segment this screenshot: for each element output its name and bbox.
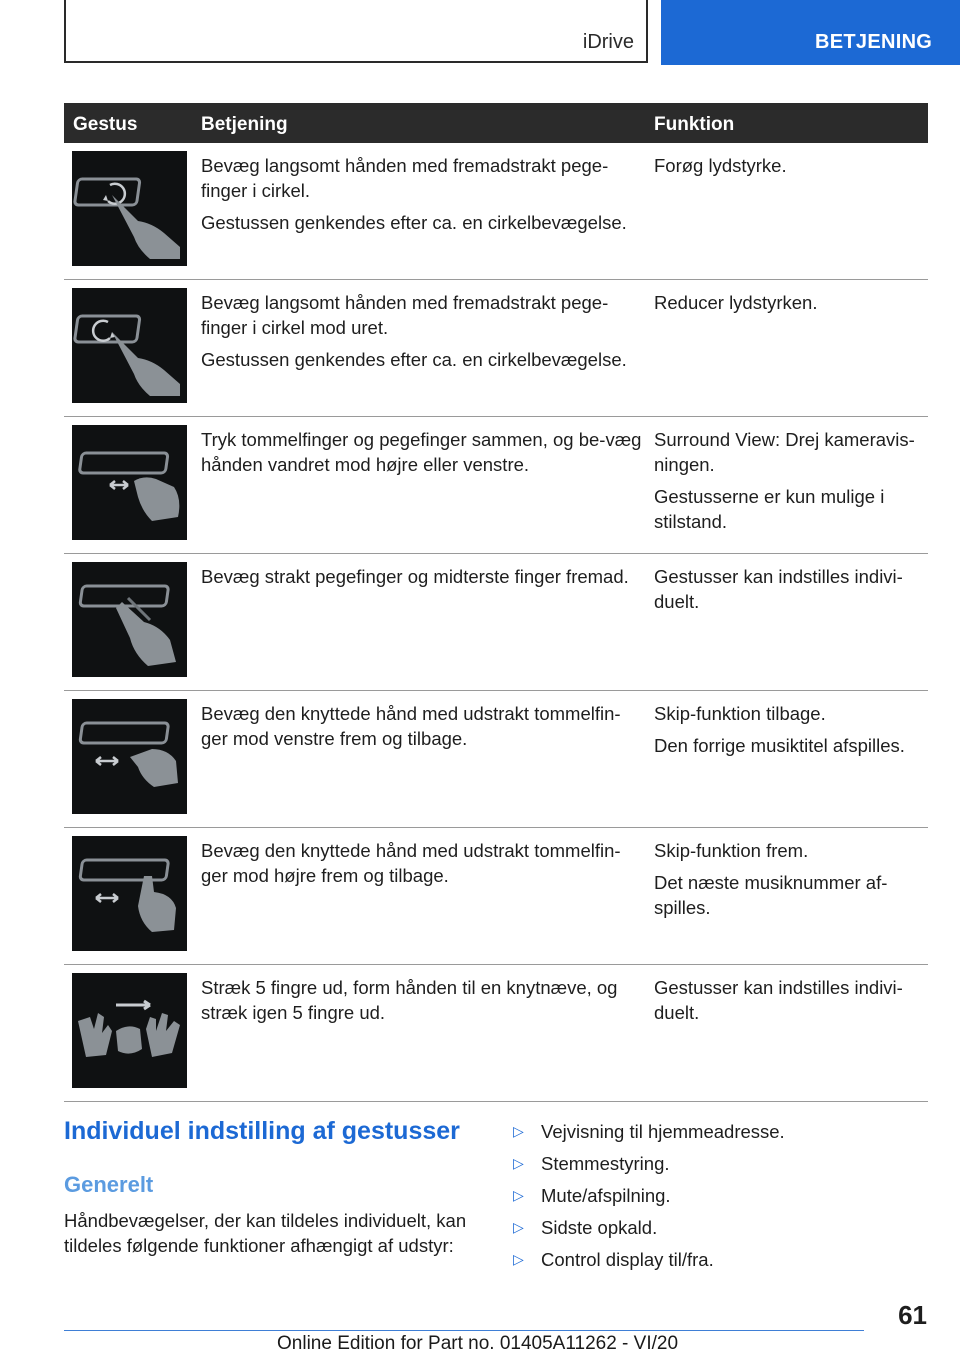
- gesture-table: [64, 103, 928, 1102]
- header-section-label: iDrive: [582, 31, 634, 53]
- triangle-bullet-icon: ▷: [513, 1123, 524, 1139]
- section-title: Individuel indstilling af gestusser: [64, 1117, 460, 1145]
- footer-divider: [64, 1330, 864, 1331]
- triangle-bullet-icon: ▷: [513, 1251, 524, 1267]
- table-row: [64, 965, 928, 1102]
- function-text: Skip-funktion frem.: [654, 840, 809, 861]
- table-header: [64, 103, 928, 143]
- function-text: Det næste musiknummer af-spilles.: [654, 872, 888, 918]
- header-chapter-label: BETJENING: [815, 31, 933, 53]
- operation-text: Gestussen genkendes efter ca. en cirkelbevægelse.: [201, 212, 627, 233]
- thumb-left-gesture-icon: [72, 699, 187, 814]
- function-text: Skip-funktion tilbage.: [654, 703, 826, 724]
- operation-text: Bevæg langsomt hånden med fremadstrakt pege-finger i cirkel.: [201, 155, 609, 201]
- page-number: 61: [898, 1300, 927, 1330]
- rotate-clockwise-gesture-icon: [72, 151, 187, 266]
- list-item: ▷ Mute/afspilning.: [513, 1185, 671, 1206]
- triangle-bullet-icon: ▷: [513, 1187, 524, 1203]
- table-row: [64, 554, 928, 691]
- function-text: Forøg lydstyrke.: [654, 155, 787, 176]
- function-text: Surround View: Drej kameravis-ningen.: [654, 429, 915, 475]
- triangle-bullet-icon: ▷: [513, 1155, 524, 1171]
- table-row: [64, 280, 928, 417]
- operation-text: Bevæg den knyttede hånd med udstrakt tommelfin-ger mod venstre frem og tilbage.: [201, 703, 621, 749]
- header-section-box: [64, 0, 648, 63]
- column-header-betjening: Betjening: [201, 114, 288, 135]
- operation-text: Bevæg den knyttede hånd med udstrakt tommelfin-ger mod højre frem og tilbage.: [201, 840, 621, 886]
- function-text: Reducer lydstyrken.: [654, 292, 818, 313]
- function-text: Gestusser kan indstilles indivi-duelt.: [654, 977, 903, 1023]
- column-header-gestus: Gestus: [73, 114, 138, 135]
- thumb-right-gesture-icon: [72, 836, 187, 951]
- list-item: ▷ Control display til/fra.: [513, 1249, 714, 1270]
- footer-edition: Online Edition for Part no. 01405A11262 - VI/20: [277, 1333, 679, 1354]
- section-subtitle: Generelt: [64, 1172, 154, 1197]
- function-list: [513, 1119, 933, 1279]
- triangle-bullet-icon: ▷: [513, 1219, 524, 1235]
- header-chapter-tab: [661, 0, 960, 65]
- two-finger-forward-gesture-icon: [72, 562, 187, 677]
- pinch-swipe-gesture-icon: [72, 425, 187, 540]
- table-row: [64, 828, 928, 965]
- operation-text: Gestussen genkendes efter ca. en cirkelbevægelse.: [201, 349, 627, 370]
- table-row: [64, 417, 928, 554]
- list-item: ▷ Stemmestyring.: [513, 1153, 670, 1174]
- operation-text: Bevæg langsomt hånden med fremadstrakt pege-finger i cirkel mod uret.: [201, 292, 609, 338]
- operation-text: Stræk 5 fingre ud, form hånden til en knytnæve, og stræk igen 5 fingre ud.: [201, 977, 618, 1023]
- function-text: Gestusserne er kun mulige i stilstand.: [654, 486, 885, 532]
- table-row: [64, 691, 928, 828]
- section-body: Håndbevægelser, der kan tildeles individuelt, kan tildeles følgende funktioner afhængigt af udstyr:: [64, 1210, 467, 1256]
- function-text: Den forrige musiktitel afspilles.: [654, 735, 905, 756]
- function-text: Gestusser kan indstilles indivi-duelt.: [654, 566, 903, 612]
- table-row: [64, 143, 928, 280]
- list-item: ▷ Vejvisning til hjemmeadresse.: [513, 1121, 785, 1142]
- operation-text: Tryk tommelfinger og pegefinger sammen, og be-væg hånden vandret mod højre eller venstre.: [201, 429, 642, 475]
- list-item: ▷ Sidste opkald.: [513, 1217, 658, 1238]
- rotate-counterclockwise-gesture-icon: [72, 288, 187, 403]
- column-header-funktion: Funktion: [654, 114, 735, 135]
- open-fist-open-gesture-icon: [72, 973, 187, 1088]
- operation-text: Bevæg strakt pegefinger og midterste finger fremad.: [201, 566, 629, 587]
